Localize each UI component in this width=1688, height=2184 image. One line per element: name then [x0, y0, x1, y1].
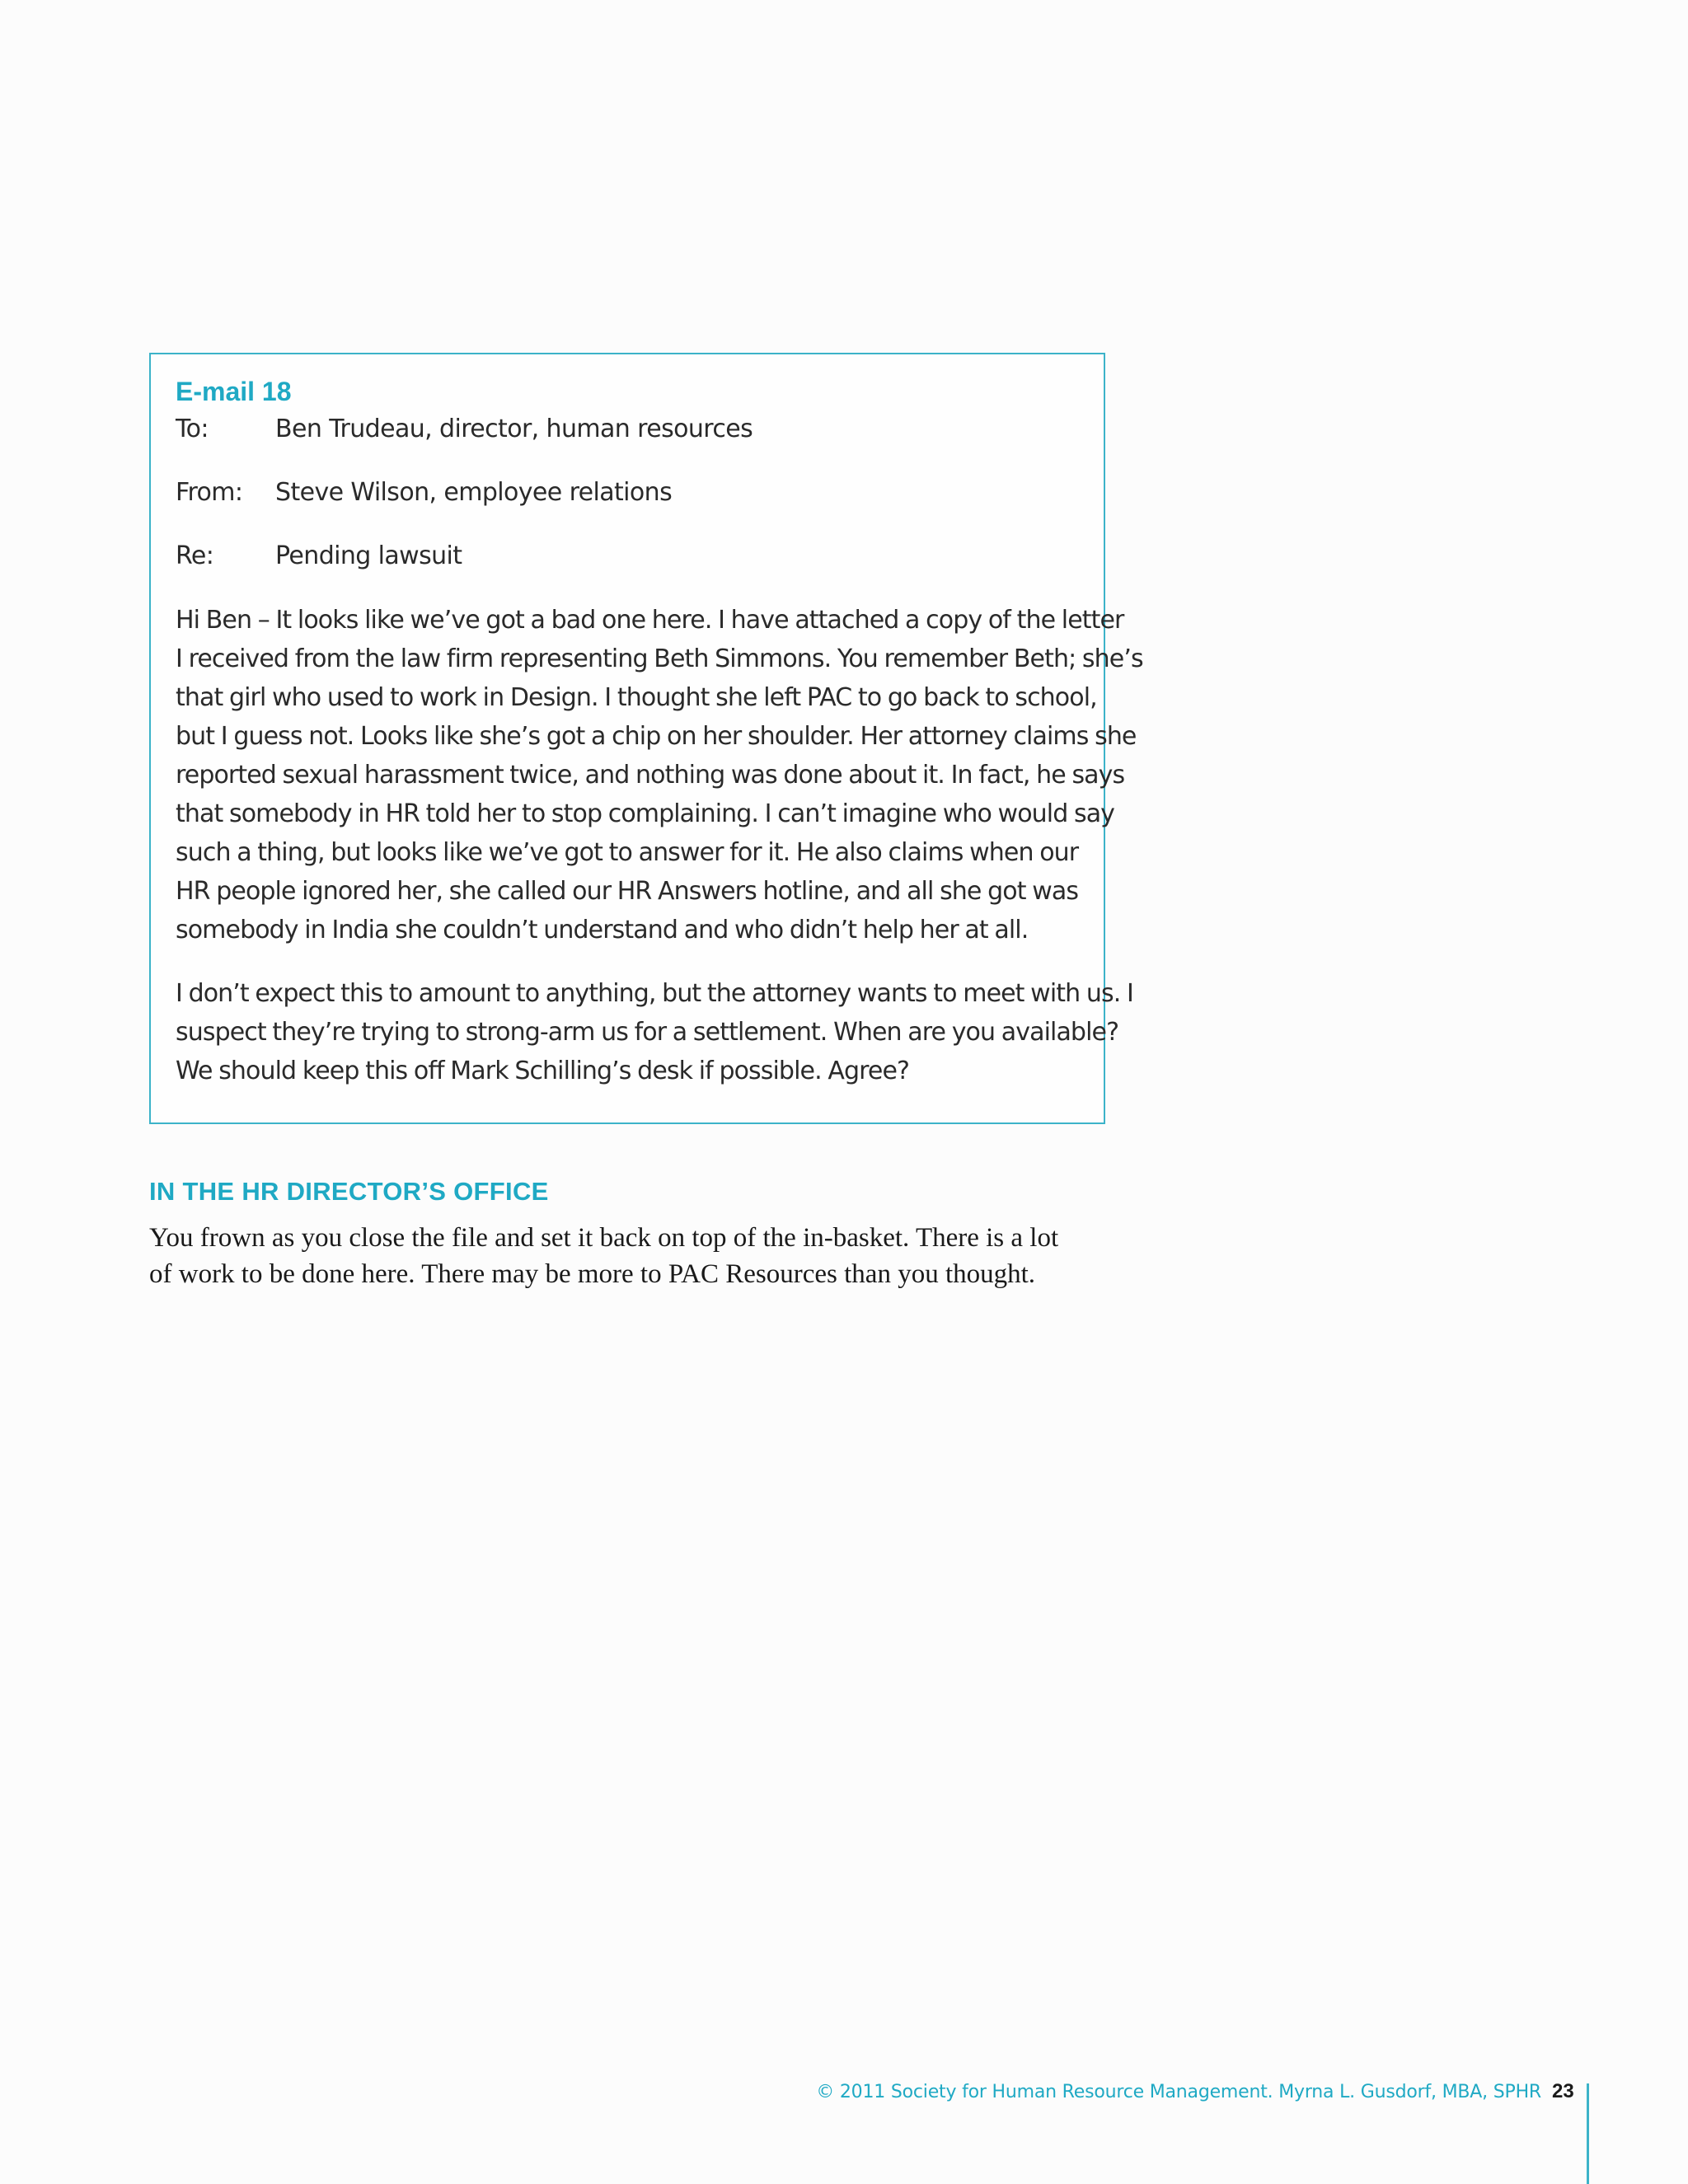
email-paragraph-line: that girl who used to work in Design. I thought she left PAC to go back to school,: [176, 683, 1097, 712]
from-label: From:: [176, 478, 243, 507]
footer-copyright: © 2011 Society for Human Resource Management. Myrna L. Gusdorf, MBA, SPHR: [816, 2082, 1541, 2102]
email-box: [149, 353, 1143, 1124]
email-title: E-mail 18: [176, 377, 292, 406]
re-value: Pending lawsuit: [275, 541, 462, 570]
email-to-row: [176, 410, 1079, 448]
email-from-row: [176, 474, 1079, 512]
email-paragraph-2: [176, 974, 1133, 1090]
to-label: To:: [176, 415, 209, 443]
email-paragraph-line: I received from the law firm representing Beth Simmons. You remember Beth; she’s: [176, 644, 1143, 673]
email-paragraph-line: such a thing, but looks like we’ve got to answer for it. He also claims when our: [176, 838, 1079, 867]
page-number: 23: [1552, 2080, 1574, 2102]
email-paragraph-line: I don’t expect this to amount to anything, but the attorney wants to meet with us. I: [176, 979, 1133, 1008]
to-value: Ben Trudeau, director, human resources: [275, 415, 753, 443]
section-heading: IN THE HR DIRECTOR’S OFFICE: [149, 1177, 549, 1206]
email-paragraph-line: We should keep this off Mark Schilling’s desk if possible. Agree?: [176, 1057, 910, 1085]
re-label: Re:: [176, 541, 214, 570]
email-paragraph-line: somebody in India she couldn’t understand and who didn’t help her at all.: [176, 916, 1029, 944]
narrative-line: of work to be done here. There may be more to PAC Resources than you thought.: [149, 1259, 1036, 1289]
narrative-line: You frown as you close the file and set it back on top of the in-basket. There is a lot: [149, 1223, 1059, 1253]
narrative-paragraph: [149, 1220, 1122, 1292]
email-re-row: [176, 537, 1079, 575]
email-paragraph-line: suspect they’re trying to strong-arm us for a settlement. When are you available?: [176, 1018, 1119, 1047]
email-paragraph-line: that somebody in HR told her to stop complaining. I can’t imagine who would say: [176, 799, 1115, 828]
footer-divider: [1587, 2083, 1589, 2184]
email-paragraph-line: reported sexual harassment twice, and nothing was done about it. In fact, he says: [176, 761, 1125, 790]
from-value: Steve Wilson, employee relations: [275, 478, 673, 507]
email-paragraph-line: Hi Ben – It looks like we’ve got a bad one here. I have attached a copy of the letter: [176, 606, 1124, 635]
email-paragraph-1: [176, 601, 1143, 949]
email-paragraph-line: HR people ignored her, she called our HR Answers hotline, and all she got was: [176, 877, 1079, 906]
email-paragraph-line: but I guess not. Looks like she’s got a chip on her shoulder. Her attorney claims she: [176, 722, 1137, 751]
